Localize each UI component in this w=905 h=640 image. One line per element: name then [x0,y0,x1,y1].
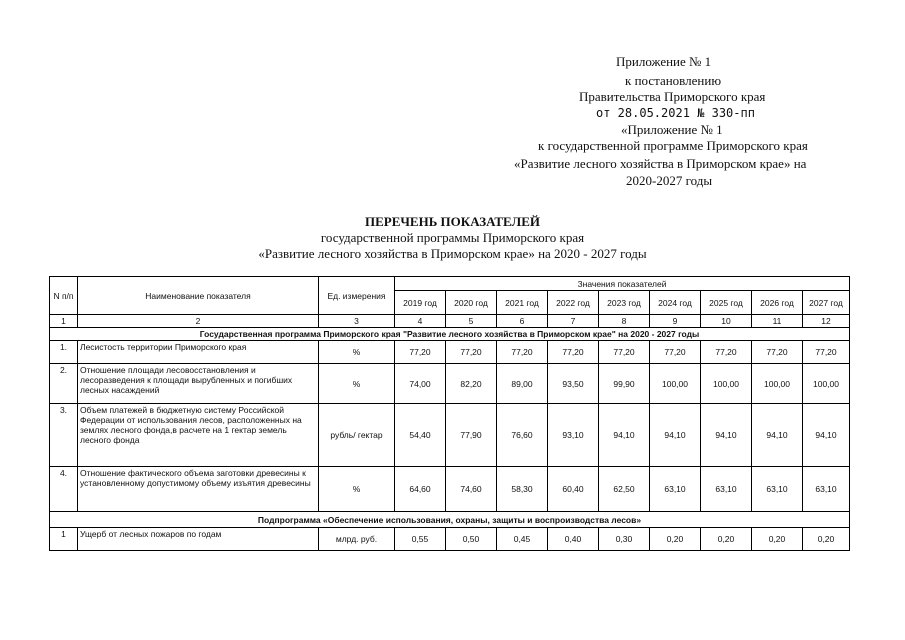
column-number: 7 [548,315,599,328]
value-cell: 74,60 [446,467,497,512]
value-cell: 76,60 [497,404,548,467]
value-cell: 58,30 [497,467,548,512]
appendix-program-name: «Развитие лесного хозяйства в Приморском крае» на [514,156,807,171]
indicator-name: Лесистость территории Приморского края [78,341,319,364]
table-row [50,467,850,512]
column-number: 12 [803,315,850,328]
row-number: 1 [50,528,78,551]
section-title: Подпрограмма «Обеспечение использования, охраны, защиты и воспроизводства лесов» [50,512,850,528]
column-number: 1 [50,315,78,328]
value-cell: 94,10 [650,404,701,467]
table-header-row [50,277,850,291]
col-header-values: Значения показателей [395,277,850,291]
row-number: 4. [50,467,78,512]
value-cell: 0,40 [548,528,599,551]
indicator-unit: рубль/ гектар [319,404,395,467]
value-cell: 77,20 [548,341,599,364]
document-title: ПЕРЕЧЕНЬ ПОКАЗАТЕЛЕЙ [364,214,541,229]
column-number: 2 [78,315,319,328]
table-row [50,404,850,467]
column-number: 10 [701,315,752,328]
row-number: 2. [50,364,78,404]
appendix-government: Правительства Приморского края [579,89,766,104]
value-cell: 82,20 [446,364,497,404]
value-cell: 77,20 [752,341,803,364]
value-cell: 77,20 [497,341,548,364]
indicator-unit: % [319,364,395,404]
col-header-num: N п/п [50,277,78,315]
row-number: 1. [50,341,78,364]
row-number: 3. [50,404,78,467]
appendix-resolution-date: от 28.05.2021 № 330-пп [596,106,755,120]
value-cell: 63,10 [752,467,803,512]
document-program-name: «Развитие лесного хозяйства в Приморском крае» на 2020 - 2027 годы [258,246,647,261]
value-cell: 0,20 [803,528,850,551]
value-cell: 0,55 [395,528,446,551]
appendix-to-resolution: к постановлению [625,73,722,88]
year-header: 2023 год [599,291,650,315]
value-cell: 0,50 [446,528,497,551]
column-number: 11 [752,315,803,328]
value-cell: 94,10 [803,404,850,467]
section-row [50,512,850,528]
section-row [50,328,850,341]
col-header-unit: Ед. измерения [319,277,395,315]
column-number: 5 [446,315,497,328]
year-header: 2026 год [752,291,803,315]
value-cell: 94,10 [752,404,803,467]
column-number: 9 [650,315,701,328]
indicator-unit: % [319,467,395,512]
column-number: 4 [395,315,446,328]
value-cell: 100,00 [752,364,803,404]
value-cell: 100,00 [803,364,850,404]
value-cell: 100,00 [650,364,701,404]
section-title: Государственная программа Приморского края "Развитие лесного хозяйства в Приморском крае" на 2020 - 2027 годы [50,328,850,341]
value-cell: 77,20 [650,341,701,364]
year-header: 2022 год [548,291,599,315]
value-cell: 94,10 [701,404,752,467]
year-header: 2025 год [701,291,752,315]
value-cell: 62,50 [599,467,650,512]
year-header: 2021 год [497,291,548,315]
value-cell: 0,30 [599,528,650,551]
value-cell: 93,50 [548,364,599,404]
value-cell: 99,90 [599,364,650,404]
value-cell: 0,20 [752,528,803,551]
value-cell: 77,90 [446,404,497,467]
table-row [50,528,850,551]
indicator-unit: % [319,341,395,364]
column-numbers-row [50,315,850,328]
table-row [50,364,850,404]
col-header-name: Наименование показателя [78,277,319,315]
document-subtitle: государственной программы Приморского края [320,230,585,245]
table-row [50,341,850,364]
value-cell: 63,10 [701,467,752,512]
indicator-unit: млрд. руб. [319,528,395,551]
column-number: 6 [497,315,548,328]
value-cell: 93,10 [548,404,599,467]
indicator-name: Объем платежей в бюджетную систему Российской Федерации от использования лесов, расположенных на землях лесного фонда,в расчете на 1 гектар земель лесного фонда [78,404,319,467]
value-cell: 89,00 [497,364,548,404]
value-cell: 63,10 [650,467,701,512]
year-header: 2024 год [650,291,701,315]
indicator-name: Отношение площади лесовосстановления и лесоразведения к площади вырубленных и погибших лесных насаждений [78,364,319,404]
value-cell: 60,40 [548,467,599,512]
column-number: 3 [319,315,395,328]
year-header: 2019 год [395,291,446,315]
value-cell: 54,40 [395,404,446,467]
appendix-inner-title: «Приложение № 1 [621,122,723,137]
value-cell: 0,45 [497,528,548,551]
value-cell: 77,20 [701,341,752,364]
indicators-table [49,276,850,551]
value-cell: 77,20 [803,341,850,364]
value-cell: 77,20 [395,341,446,364]
value-cell: 63,10 [803,467,850,512]
value-cell: 74,00 [395,364,446,404]
year-header: 2020 год [446,291,497,315]
indicator-name: Отношение фактического объема заготовки древесины к установленному допустимому объему изъятия древесины [78,467,319,512]
value-cell: 0,20 [650,528,701,551]
appendix-program-years: 2020-2027 годы [626,173,713,188]
value-cell: 94,10 [599,404,650,467]
indicator-name: Ущерб от лесных пожаров по годам [78,528,319,551]
year-header: 2027 год [803,291,850,315]
value-cell: 77,20 [446,341,497,364]
appendix-program-ref: к государственной программе Приморского края [538,138,808,153]
column-number: 8 [599,315,650,328]
value-cell: 100,00 [701,364,752,404]
value-cell: 64,60 [395,467,446,512]
appendix-title: Приложение № 1 [616,54,712,69]
value-cell: 0,20 [701,528,752,551]
value-cell: 77,20 [599,341,650,364]
